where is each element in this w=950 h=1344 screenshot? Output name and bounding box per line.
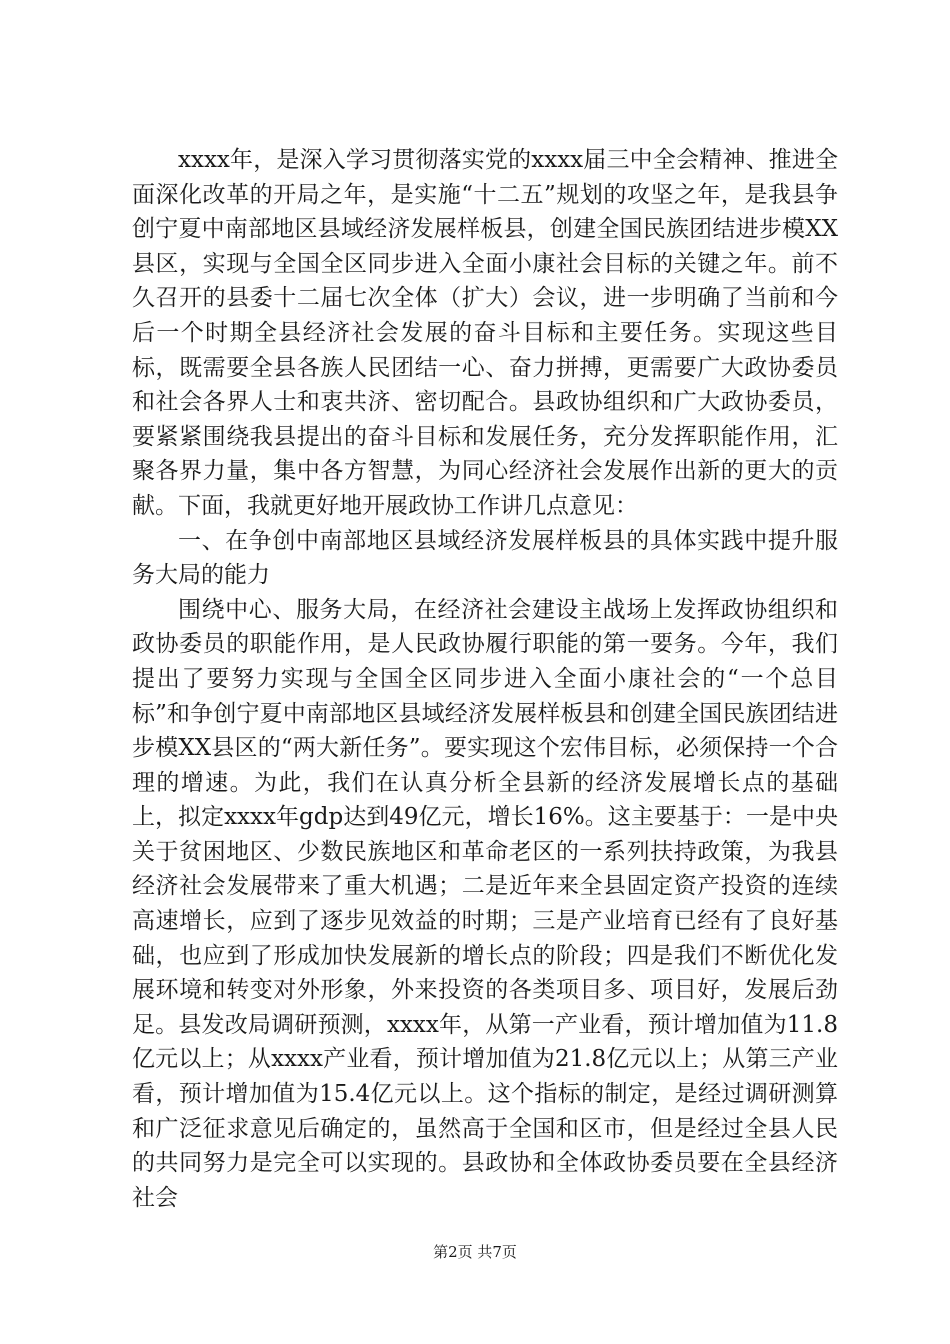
document-body	[132, 143, 838, 1215]
section-paragraph: 围绕中心、服务大局，在经济社会建设主战场上发挥政协组织和政协委员的职能作用，是人民政协履行职能的第一要务。今年，我们提出了要努力实现与全国全区同步进入全面小康社会的“一个总目标”和争创宁夏中南部地区县域经济发展样板县和创建全国民族团结进步模XX县区的“两大新任务”。要实现这个宏伟目标，必须保持一个合理的增速。为此，我们在认真分析全县新的经济发展增长点的基础上，拟定xxxx年gdp达到49亿元，增长16%。这主要基于：一是中央关于贫困地区、少数民族地区和革命老区的一系列扶持政策，为我县经济社会发展带来了重大机遇；二是近年来全县固定资产投资的连续高速增长，应到了逐步见效益的时期；三是产业培育已经有了良好基础，也应到了形成加快发展新的增长点的阶段；四是我们不断优化发展环境和转变对外形象，外来投资的各类项目多、项目好，发展后劲足。县发改局调研预测，xxxx年，从第一产业看，预计增加值为11.8亿元以上；从xxxx产业看，预计增加值为21.8亿元以上；从第三产业看，预计增加值为15.4亿元以上。这个指标的制定，是经过调研测算和广泛征求意见后确定的，虽然高于全国和区市，但是经过全县人民的共同努力是完全可以实现的。县政协和全体政协委员要在全县经济社会	[132, 596, 838, 1211]
section-heading: 一、在争创中南部地区县域经济发展样板县的具体实践中提升服务大局的能力	[132, 527, 838, 589]
page-number-footer: 第2页 共7页	[433, 1243, 517, 1261]
intro-paragraph: xxxx年，是深入学习贯彻落实党的xxxx届三中全会精神、推进全面深化改革的开局之年，是实施“十二五”规划的攻坚之年，是我县争创宁夏中南部地区县域经济发展样板县，创建全国民族团结进步模XX县区，实现与全国全区同步进入全面小康社会目标的关键之年。前不久召开的县委十二届七次全体（扩大）会议，进一步明确了当前和今后一个时期全县经济社会发展的奋斗目标和主要任务。实现这些目标，既需要全县各族人民团结一心、奋力拼搏，更需要广大政协委员和社会各界人士和衷共济、密切配合。县政协组织和广大政协委员，要紧紧围绕我县提出的奋斗目标和发展任务，充分发挥职能作用，汇聚各界力量，集中各方智慧，为同心经济社会发展作出新的更大的贡献。下面，我就更好地开展政协工作讲几点意见：	[132, 147, 838, 519]
